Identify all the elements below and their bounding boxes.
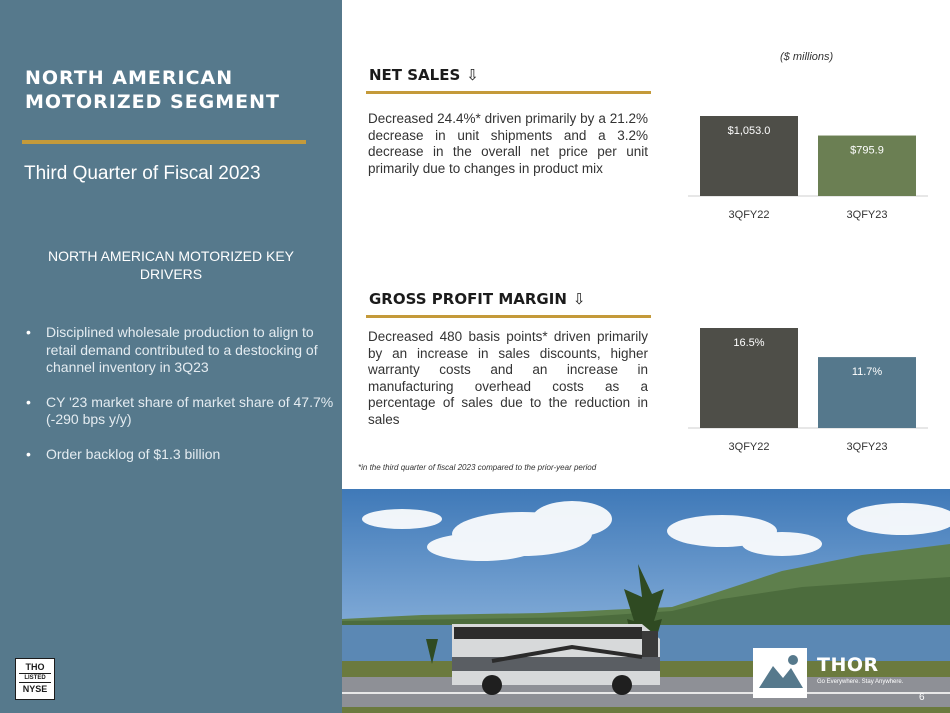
tick-label: 3QFY23 [846, 209, 888, 221]
down-arrow-icon: ⇩ [572, 290, 586, 308]
list-item [22, 446, 334, 464]
nyse-listing-logo [15, 658, 55, 700]
gross-margin-divider [366, 315, 651, 318]
list-item [22, 324, 334, 377]
data-label: 16.5% [733, 337, 765, 349]
net-sales-divider [366, 91, 651, 94]
bullet-marker: • [26, 445, 31, 462]
data-label: 11.7% [851, 366, 883, 379]
gross-margin-chart [688, 320, 928, 458]
net-sales-chart-svg [688, 108, 928, 226]
key-drivers-title: NORTH AMERICAN MOTORIZED KEY DRIVERS [47, 248, 295, 282]
thor-mark-icon [753, 648, 807, 698]
motorhome [452, 624, 660, 695]
quarter-subtitle: Third Quarter of Fiscal 2023 [24, 163, 261, 184]
data-label: $795.9 [850, 144, 884, 157]
net-sales-heading [369, 66, 479, 84]
list-item-text: Order backlog of $1.3 billion [46, 445, 221, 462]
units-note: ($ millions) [780, 51, 834, 63]
data-label: $1,053.0 [727, 125, 771, 137]
brand-tagline: Go Everywhere. Stay Anywhere. [817, 679, 904, 685]
net-sales-heading-label: NET SALES [369, 66, 461, 84]
page-number: 6 [919, 692, 925, 703]
key-drivers-list [22, 324, 334, 480]
exchange-name: NYSE [22, 684, 48, 694]
listed-label: LISTED [19, 673, 51, 683]
down-arrow-icon: ⇩ [466, 66, 479, 84]
tick-label: 3QFY22 [728, 441, 770, 453]
net-sales-description: Decreased 24.4%* driven primarily by a 21.2% decrease in unit shipments and a 3.2% decrease in the overall net price per unit primarily due to changes in product mix [368, 111, 648, 176]
bullet-marker: • [26, 324, 31, 340]
segment-title: NORTH AMERICAN MOTORIZED SEGMENT [25, 67, 281, 113]
tick-label: 3QFY22 [728, 209, 770, 221]
tick-label: 3QFY23 [846, 441, 888, 453]
list-item-text: Disciplined wholesale production to align to retail demand contributed to a destocking of channel inventory in 3Q23 [46, 324, 318, 375]
gross-margin-chart-svg [688, 320, 928, 458]
bullet-marker: • [26, 393, 31, 410]
footnote: *in the third quarter of fiscal 2023 compared to the prior-year period [358, 463, 597, 472]
list-item-text: CY '23 market share of market share of 47.7% (-290 bps y/y) [46, 393, 334, 427]
gross-margin-heading-label: GROSS PROFIT MARGIN [369, 290, 567, 308]
net-sales-chart [688, 108, 928, 226]
gross-margin-heading [369, 290, 585, 308]
roadside [342, 707, 950, 713]
thor-brand-logo [753, 648, 933, 698]
left-panel [0, 0, 342, 713]
list-item [22, 394, 334, 429]
title-divider [22, 140, 306, 144]
brand-name: THOR [817, 654, 879, 676]
gross-margin-description: Decreased 480 basis points* driven primarily by an increase in sales discounts, higher warranty costs and an increase in manufacturing overhead costs as a percentage of sales due to the reduction in sales [368, 329, 648, 427]
ticker-symbol: THO [25, 662, 45, 672]
